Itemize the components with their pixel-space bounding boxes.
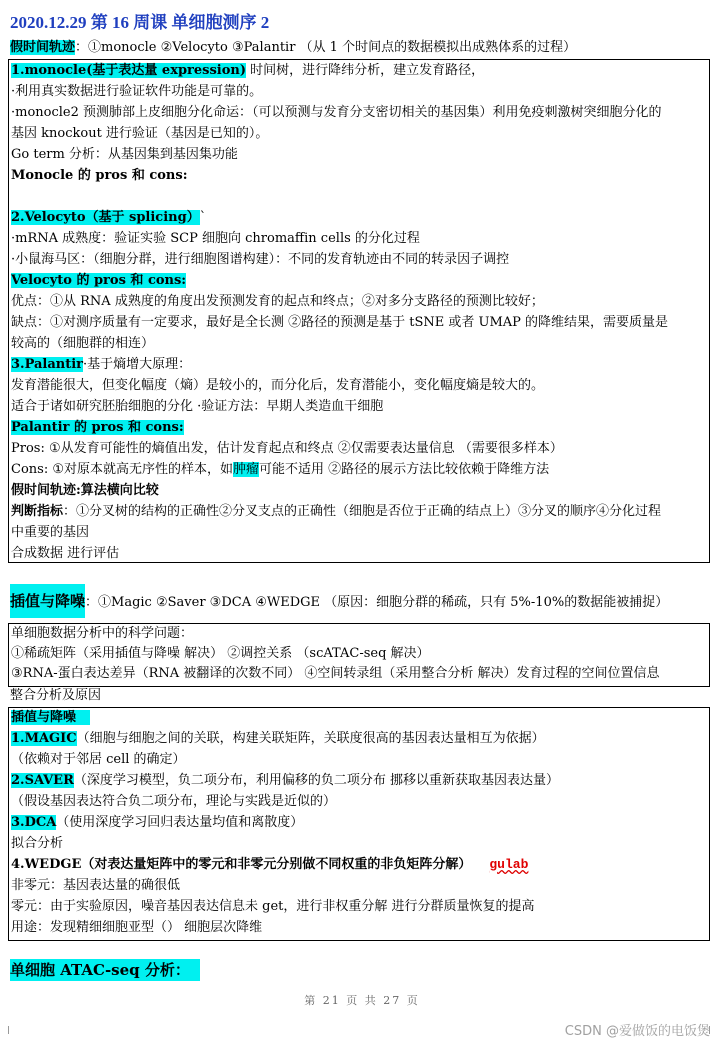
pseudotime-line: [11, 82, 262, 102]
methods-box: [8, 707, 710, 941]
page-corner-mark: [709, 1026, 718, 1034]
methods-line: [11, 729, 545, 749]
pseudotime-label: 假时间轨迹: [10, 40, 76, 55]
methods-text: （细胞与细胞之间的关联，构建关联矩阵，关联度很高的基因表达量相互为依据）: [76, 731, 545, 746]
pseudotime-text: 缺点：①对测序质量有一定要求，最好是全长测 ②路径的预测是基于 tSNE 或者 UMAP 的降维结果，需要质量是: [11, 315, 669, 330]
pseudotime-line: [11, 250, 509, 270]
methods-text: （假设基因表达符合负二项分布，理论与实践是近似的）: [11, 794, 337, 809]
pseudotime-text: ·基于熵增大原理：: [83, 357, 192, 372]
pseudotime-line: [11, 124, 268, 144]
pseudotime-line: [11, 271, 186, 291]
methods-line: [11, 855, 528, 875]
csdn-watermark: CSDN @爱做饭的电饭煲: [564, 1024, 710, 1039]
pseudotime-line: [11, 418, 184, 438]
pseudotime-text: 适合于诸如研究胚胎细胞的分化 ·验证方法：早期人类造血干细胞: [11, 399, 384, 414]
pseudotime-text: 较高的（细胞群的相连）: [11, 336, 155, 351]
pseudotime-bold-text: Monocle 的 pros 和 cons:: [11, 168, 188, 183]
page-corner-mark: [0, 1026, 9, 1034]
pseudotime-text: ·mRNA 成熟度：验证实验 SCP 细胞向 chromaffin cells 的分化过程: [11, 231, 420, 246]
pseudotime-line: [11, 502, 661, 522]
methods-text: 用途：发现精细细胞亚型（） 细胞层次降维: [11, 920, 263, 935]
pseudotime-line: [11, 544, 119, 564]
methods-text: （依赖对于邻居 cell 的确定）: [11, 752, 186, 767]
pseudotime-intro: [10, 38, 576, 58]
pseudotime-highlight-heading: 3.Palantir: [11, 357, 84, 372]
pseudotime-line: [11, 208, 206, 228]
pseudotime-text: Pros: ①从发育可能性的熵值出发，估计发育起点和终点 ②仅需要表达量信息 （需要很多样本）: [11, 441, 563, 456]
pseudotime-text: 发育潜能很大，但变化幅度（熵）是较小的，而分化后，发育潜能小，变化幅度熵是较大的。: [11, 378, 545, 393]
science-line-1: ①稀疏矩阵（采用插值与降噪 解决） ②调控关系 （scATAC-seq 解决）: [11, 646, 430, 661]
pseudotime-line: [11, 61, 484, 81]
pseudotime-text: ：①分叉树的结构的正确性②分叉支点的正确性（细胞是否位于正确的结点上）③分叉的顺序④分化过程: [63, 504, 662, 519]
pseudotime-line: [11, 481, 159, 501]
pseudotime-line: [11, 334, 154, 354]
pseudotime-highlight-heading: Velocyto 的 pros 和 cons:: [11, 273, 187, 288]
pseudotime-highlight-heading: Palantir 的 pros 和 cons:: [11, 420, 184, 435]
imputation-label: 插值与降噪: [10, 584, 85, 618]
pseudotime-line: [11, 313, 668, 333]
pseudotime-text: ·利用真实数据进行验证软件功能是可靠的。: [11, 84, 263, 99]
methods-heading: 插值与降噪: [11, 710, 90, 725]
pseudotime-bold-text: 判断指标: [11, 504, 64, 519]
pseudotime-line: [11, 103, 662, 123]
pseudotime-line: [11, 439, 563, 459]
methods-highlight-heading: 3.DCA: [11, 815, 57, 830]
science-box: [8, 623, 710, 687]
pseudotime-text: 优点：①从 RNA 成熟度的角度出发预测发育的起点和终点；②对多分支路径的预测比较好；: [11, 294, 544, 309]
methods-line: [11, 876, 180, 896]
page-title: 2020.12.29 第 16 周课 单细胞测序 2: [10, 13, 270, 32]
methods-line: [11, 771, 559, 791]
methods-heading-row: [11, 708, 90, 728]
methods-line: [11, 834, 63, 854]
science-line-2: ③RNA-蛋白表达差异（RNA 被翻译的次数不同） ④空间转录组（采用整合分析 解决）发育过程的空间位置信息: [11, 666, 660, 681]
methods-line: [11, 813, 303, 833]
atac-heading-row: [10, 958, 200, 982]
pseudotime-line: [11, 229, 420, 249]
methods-line: [11, 750, 186, 770]
methods-line: [11, 897, 535, 917]
pseudotime-text: 基因 knockout 进行验证（基因是已知的）。: [11, 126, 269, 141]
methods-text: 零元：由于实验原因，噪音基因表达信息未 get，进行非权重分解 进行分群质量恢复的提高: [11, 899, 535, 914]
pseudotime-text: 时间树，进行降纬分析，建立发育路径，: [246, 63, 485, 78]
pseudotime-line: [11, 292, 544, 312]
pseudotime-line: [11, 460, 549, 480]
methods-line: [11, 792, 336, 812]
imputation-intro-text: ：①Magic ②Saver ③DCA ④WEDGE （原因：细胞分群的稀疏，只有 5%-10%的数据能被捕捉）: [85, 595, 669, 610]
atac-heading: 单细胞 ATAC-seq 分析：: [10, 959, 200, 981]
pseudotime-line: [11, 523, 89, 543]
pseudotime-line: [11, 145, 238, 165]
pseudotime-text: 中重要的基因: [11, 525, 90, 540]
pseudotime-line: [11, 397, 383, 417]
pseudotime-line: [11, 166, 188, 186]
pseudotime-box: [8, 59, 710, 563]
page-footer: 第 21 页 共 27 页: [304, 994, 420, 1007]
pseudotime-text: ·小鼠海马区：（细胞分群，进行细胞图谱构建）：不同的发育轨迹由不同的转录因子调控: [11, 252, 510, 267]
methods-line: [11, 918, 262, 938]
methods-red-tag: gulab: [489, 857, 529, 872]
methods-text: 拟合分析: [11, 836, 64, 851]
pseudotime-bold-text: 假时间轨迹:算法横向比较: [11, 483, 159, 498]
pseudotime-text: 可能不适用 ②路径的展示方法比较依赖于降维方法: [259, 462, 550, 477]
pseudotime-highlight-word: 肿瘤: [232, 462, 259, 477]
pseudotime-text: Cons: ①对原本就高无序性的样本，如: [11, 462, 233, 477]
pseudotime-line: [11, 355, 191, 375]
pseudotime-text: ·monocle2 预测肺部上皮细胞分化命运：（可以预测与发育分支密切相关的基因集）利用免疫刺激树突细胞分化的: [11, 105, 662, 120]
pseudotime-text: 合成数据 进行评估: [11, 546, 120, 561]
pseudotime-line: [11, 376, 544, 396]
pseudotime-intro-text: ：①monocle ②Velocyto ③Palantir （从 1 个时间点的数据模拟出成熟体系的过程）: [75, 40, 577, 55]
methods-highlight-heading: 2.SAVER: [11, 773, 74, 788]
pseudotime-highlight-heading: 1.monocle(基于表达量 expression): [11, 63, 247, 78]
methods-bold-text: 4.WEDGE（对表达量矩阵中的零元和非零元分别做不同权重的非负矩阵分解）: [11, 857, 472, 872]
imputation-intro: [10, 582, 668, 620]
pseudotime-highlight-heading: 2.Velocyto（基于 splicing）: [11, 210, 200, 225]
science-line-0: 单细胞数据分析中的科学问题：: [11, 626, 194, 641]
pseudotime-text: `: [199, 210, 207, 225]
integration-note: 整合分析及原因: [10, 688, 102, 703]
pseudotime-text: Go term 分析：从基因集到基因集功能: [11, 147, 238, 162]
methods-highlight-heading: 1.MAGIC: [11, 731, 77, 746]
methods-text: 非零元：基因表达量的确很低: [11, 878, 181, 893]
methods-text: （深度学习模型，负二项分布，利用偏移的负二项分布 挪移以重新获取基因表达量）: [73, 773, 560, 788]
methods-text: （使用深度学习回归表达量均值和离散度）: [56, 815, 304, 830]
